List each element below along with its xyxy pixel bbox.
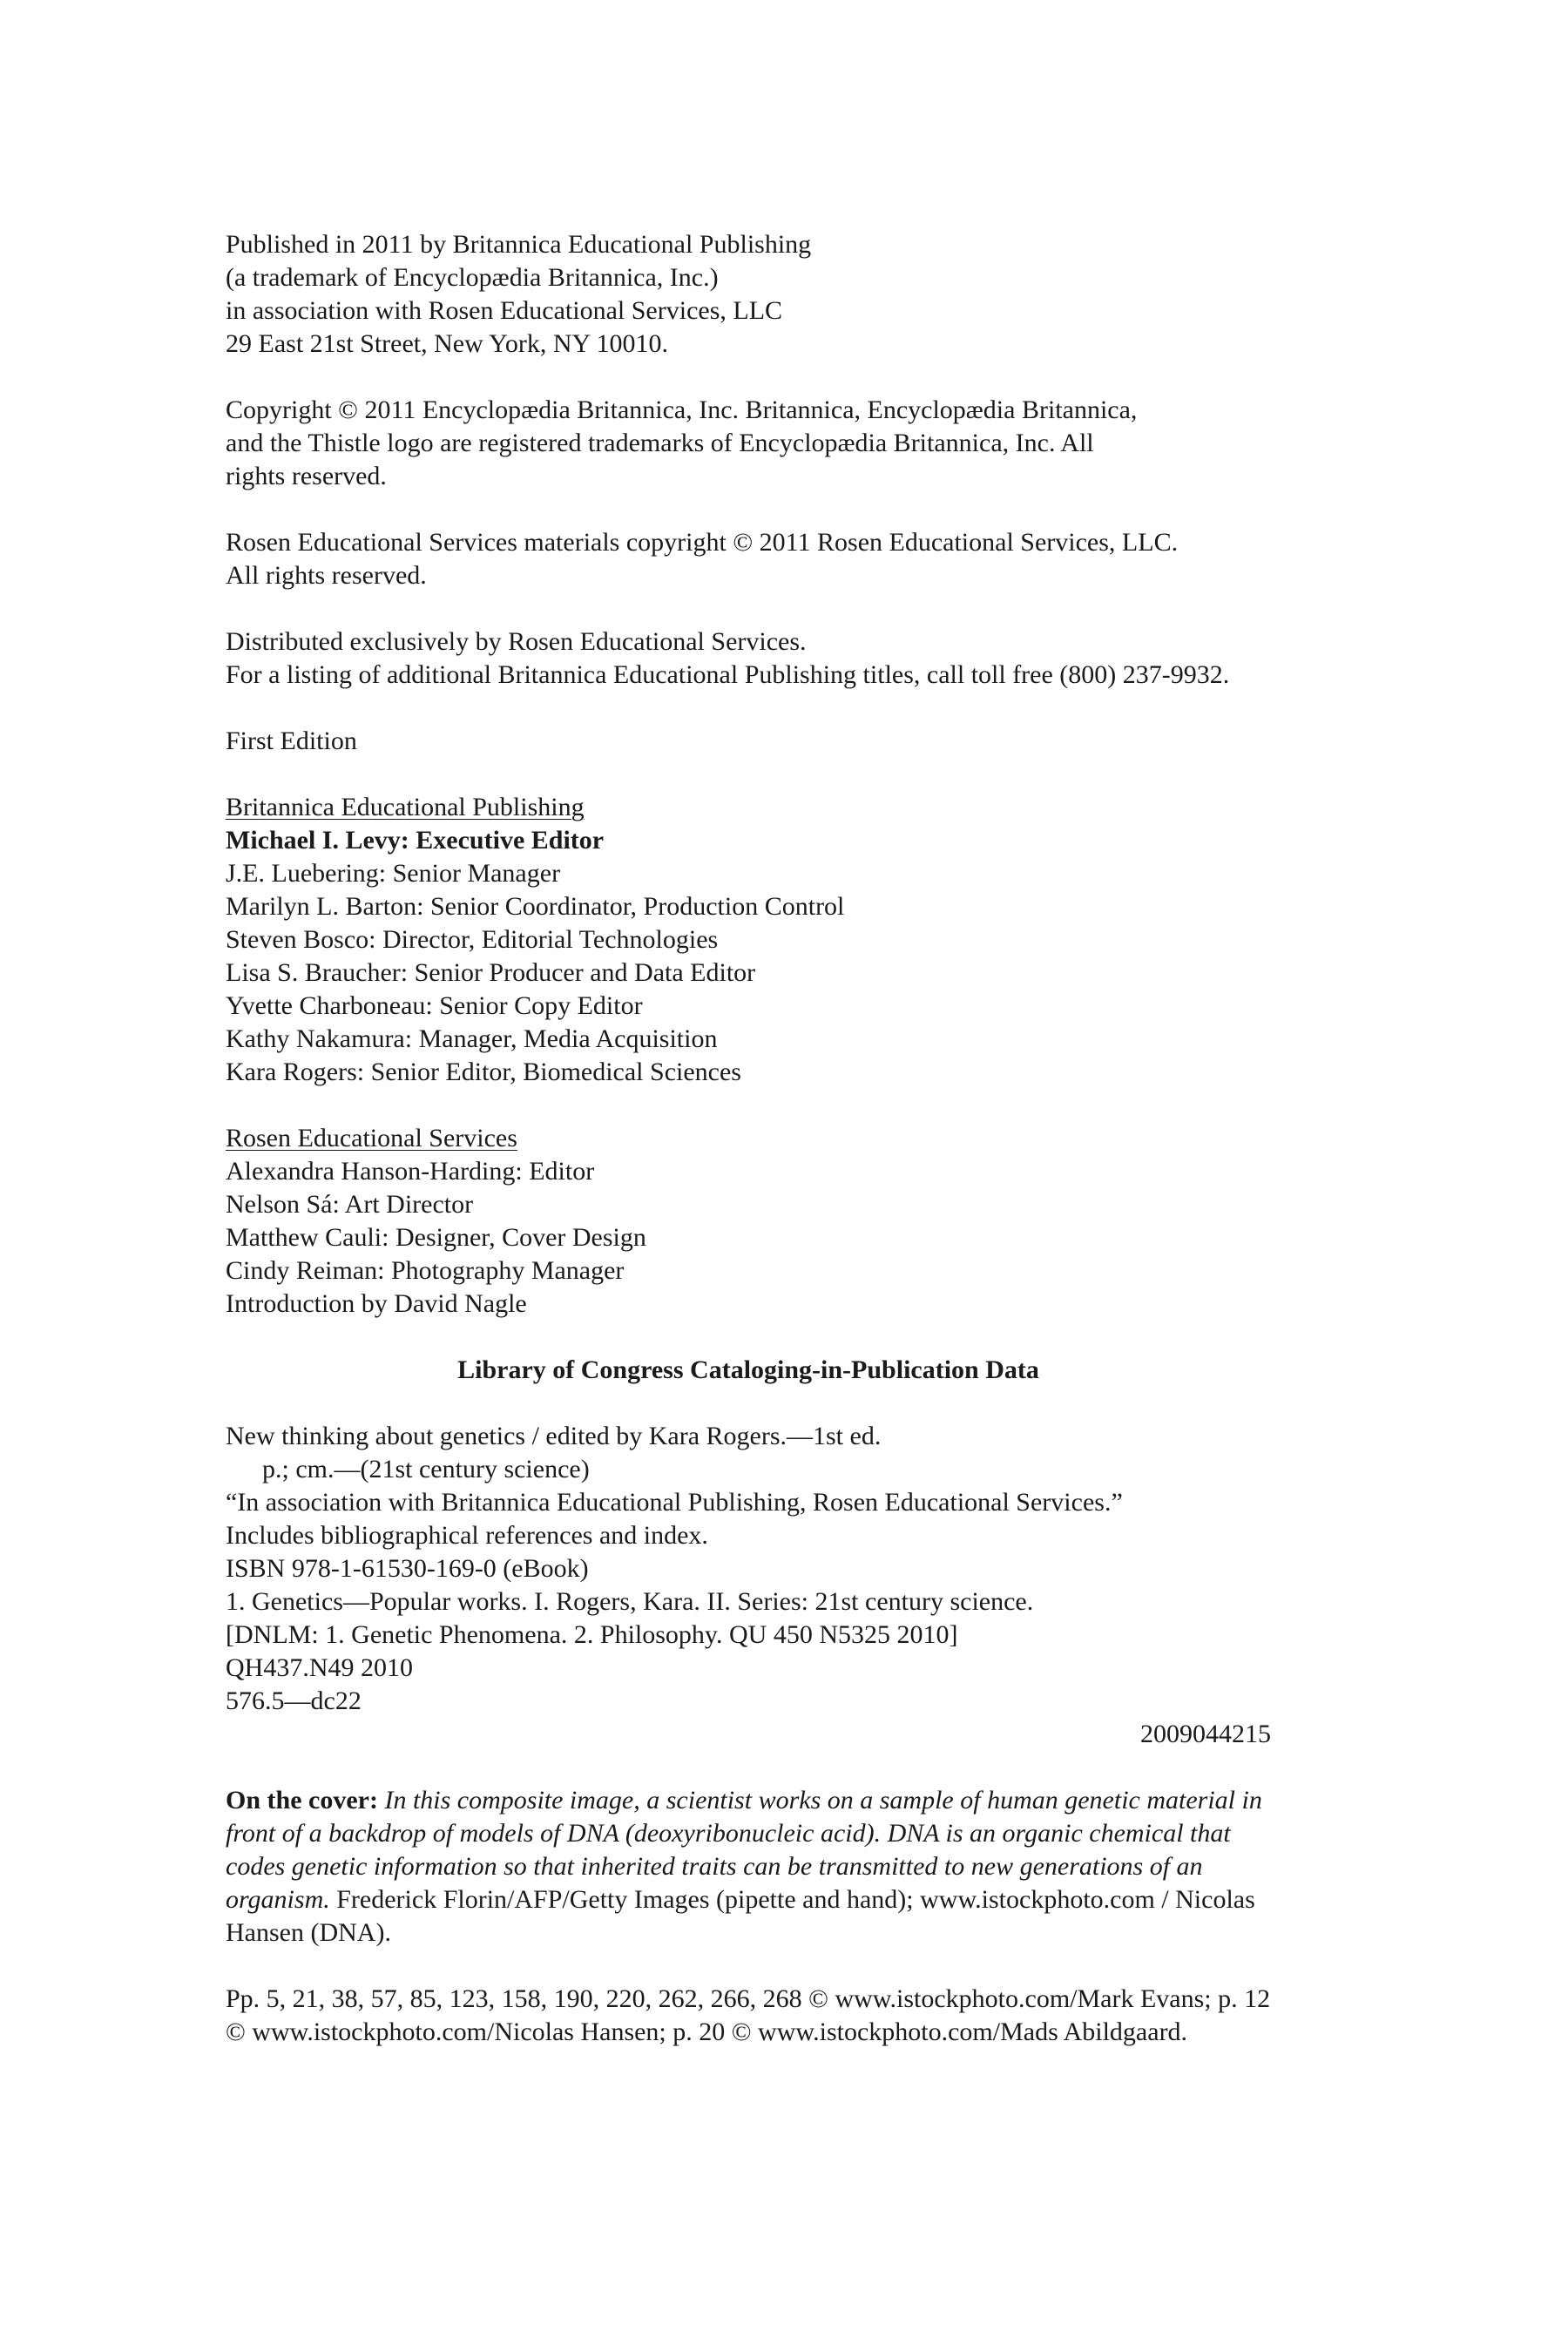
publication-line: (a trademark of Encyclopædia Britannica, Inc.) [226,263,719,292]
cover-label: On the cover: [226,1786,378,1815]
rosen-staff-heading: Rosen Educational Services [226,1124,517,1152]
staff-member: Alexandra Hanson-Harding: Editor [226,1157,595,1186]
cip-title-line: New thinking about genetics / edited by Kara Rogers.—1st ed. [226,1422,882,1450]
staff-member: Nelson Sá: Art Director [226,1190,474,1219]
cip-line: ISBN 978-1-61530-169-0 (eBook) [226,1554,589,1583]
cip-line: “In association with Britannica Educational Publishing, Rosen Educational Services.” [226,1488,1123,1517]
cip-heading: Library of Congress Cataloging-in-Publication Data [457,1355,1039,1384]
cip-block [226,1420,1358,1718]
staff-member: Steven Bosco: Director, Editorial Technologies [226,925,719,954]
lccn-number: 2009044215 [1140,1720,1271,1748]
publication-line: 29 East 21st Street, New York, NY 10010. [226,329,669,358]
distribution-line: Distributed exclusively by Rosen Educational Services. [226,627,807,656]
cip-line: [DNLM: 1. Genetic Phenomena. 2. Philosophy. QU 450 N5325 2010] [226,1620,958,1649]
copyright-line: rights reserved. [226,462,387,490]
publication-line: in association with Rosen Educational Services, LLC [226,296,783,325]
edition-block [226,725,1358,758]
rosen-staff-block [226,1122,1358,1321]
staff-member: J.E. Luebering: Senior Manager [226,859,561,888]
cip-line: 1. Genetics—Popular works. I. Rogers, Kara. II. Series: 21st century science. [226,1587,1034,1616]
cover-description: In this composite image, a scientist works on a sample of human genetic material in front of a backdrop of models of DNA (deoxyribonucleic acid). DNA is an organic chemical that codes genetic information so that inherited traits can be transmitted to new generations of an organism. [226,1786,1262,1914]
cip-line: QH437.N49 2010 [226,1653,413,1682]
cover-credit-paragraph [226,1784,1271,1950]
executive-editor: Michael I. Levy: Executive Editor [226,826,605,855]
edition-text: First Edition [226,727,357,755]
staff-member: Marilyn L. Barton: Senior Coordinator, Production Control [226,892,845,921]
staff-member: Introduction by David Nagle [226,1289,527,1318]
copyright-line: and the Thistle logo are registered trademarks of Encyclopædia Britannica, Inc. All [226,429,1094,457]
britannica-staff-block [226,791,1358,1089]
rosen-copyright-line: Rosen Educational Services materials copyright © 2011 Rosen Educational Services, LLC. [226,528,1179,557]
cip-series-line: p.; cm.—(21st century science) [262,1455,590,1484]
page-content [226,228,1358,2049]
staff-member: Cindy Reiman: Photography Manager [226,1256,625,1285]
copyright-line: Copyright © 2011 Encyclopædia Britannica, Inc. Britannica, Encyclopædia Britannica, [226,395,1138,424]
rosen-copyright-line: All rights reserved. [226,561,427,590]
photo-credits: Pp. 5, 21, 38, 57, 85, 123, 158, 190, 220, 262, 266, 268 © www.istockphoto.com/Mark Evans; p. 12 © www.istockphoto.com/Nicolas Hansen; p. 20 © www.istockphoto.com/Mads Abildgaard. [226,1984,1271,2046]
cip-line: 576.5—dc22 [226,1686,362,1715]
staff-member: Kara Rogers: Senior Editor, Biomedical Sciences [226,1058,741,1086]
distribution-block [226,625,1358,692]
cip-line: Includes bibliographical references and index. [226,1521,708,1550]
publication-block [226,228,1358,361]
rosen-copyright-block [226,526,1358,592]
staff-member: Lisa S. Braucher: Senior Producer and Data Editor [226,958,756,987]
staff-member: Kathy Nakamura: Manager, Media Acquisition [226,1024,718,1053]
staff-member: Matthew Cauli: Designer, Cover Design [226,1223,646,1252]
staff-member: Yvette Charboneau: Senior Copy Editor [226,991,643,1020]
britannica-staff-heading: Britannica Educational Publishing [226,793,585,821]
distribution-line: For a listing of additional Britannica Educational Publishing titles, call toll free (800) 237-9932. [226,660,1230,689]
cover-credit: Frederick Florin/AFP/Getty Images (pipette and hand); www.istockphoto.com / Nicolas Hansen (DNA). [226,1885,1255,1947]
publication-line: Published in 2011 by Britannica Educational Publishing [226,230,812,259]
copyright-block [226,394,1358,493]
